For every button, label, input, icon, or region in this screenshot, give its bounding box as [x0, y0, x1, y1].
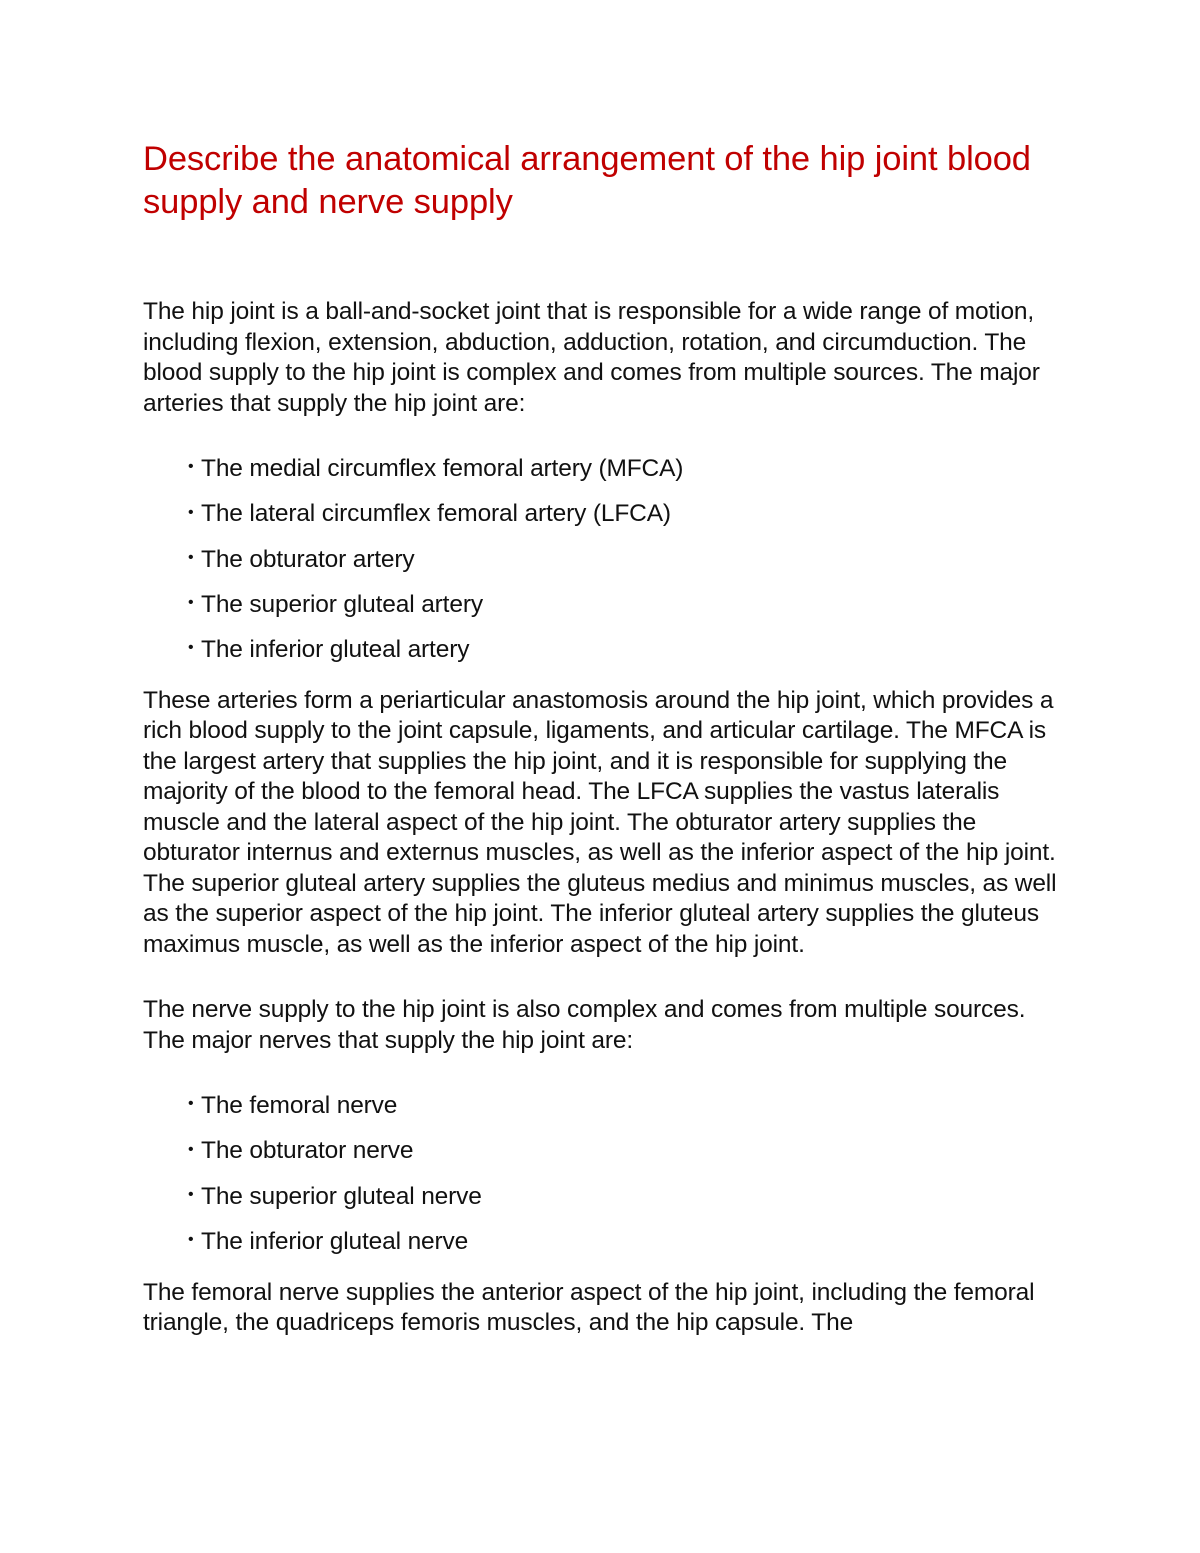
- bullet-icon: •: [188, 1140, 194, 1158]
- nerves-list: [143, 1091, 1063, 1257]
- list-item: [188, 454, 1063, 485]
- list-item: [188, 1227, 1063, 1258]
- artery-item-text: The inferior gluteal artery: [201, 636, 470, 664]
- anastomosis-paragraph: These arteries form a periarticular anastomosis around the hip joint, which provides a rich blood supply to the joint capsule, ligaments, and articular cartilage. The MFCA is the largest artery that supplies the hip joint, and it is responsible for supplying the majority of the blood to the femoral head. The LFCA supplies the vastus lateralis muscle and the lateral aspect of the hip joint. The obturator artery supplies the obturator internus and externus muscles, as well as the inferior aspect of the hip joint. The superior gluteal artery supplies the gluteus medius and minimus muscles, as well as the superior aspect of the hip joint. The inferior gluteal artery supplies the gluteus maximus muscle, as well as the inferior aspect of the hip joint.: [143, 686, 1057, 958]
- artery-item-text: The superior gluteal artery: [201, 590, 483, 618]
- list-item: [188, 635, 1063, 666]
- nerve-item-text: The femoral nerve: [201, 1092, 398, 1120]
- list-item: [188, 1182, 1063, 1213]
- bullet-icon: •: [188, 639, 194, 657]
- nerve-intro-paragraph: The nerve supply to the hip joint is also complex and comes from multiple sources. The major nerves that supply the hip joint are:: [143, 996, 1026, 1054]
- bullet-icon: •: [188, 594, 194, 612]
- list-item: [188, 499, 1063, 530]
- nerve-item-text: The obturator nerve: [201, 1137, 414, 1165]
- list-item: [188, 1136, 1063, 1167]
- nerve-item-text: The inferior gluteal nerve: [201, 1228, 469, 1256]
- list-item: [188, 1091, 1063, 1122]
- arteries-list: [143, 454, 1063, 666]
- nerve-item-text: The superior gluteal nerve: [201, 1182, 482, 1210]
- intro-paragraph: The hip joint is a ball-and-socket joint that is responsible for a wide range of motion, including flexion, extension, abduction, adduction, rotation, and circumduction. The blood supply to the hip joint is complex and comes from multiple sources. The major arteries that supply the hip joint are:: [143, 298, 1040, 417]
- artery-item-text: The medial circumflex femoral artery (MFCA): [201, 455, 684, 482]
- artery-item-text: The lateral circumflex femoral artery (LFCA): [201, 500, 671, 528]
- list-item: [188, 590, 1063, 621]
- bullet-icon: •: [188, 1095, 194, 1113]
- list-item: [188, 545, 1063, 576]
- bullet-icon: •: [188, 1186, 194, 1204]
- document-content: [143, 138, 1063, 1339]
- document-title: Describe the anatomical arrangement of the hip joint blood supply and nerve supply: [143, 140, 1031, 221]
- bullet-icon: •: [188, 548, 194, 566]
- bullet-icon: •: [188, 458, 194, 476]
- bullet-icon: •: [188, 1231, 194, 1249]
- artery-item-text: The obturator artery: [201, 545, 415, 573]
- bullet-icon: •: [188, 503, 194, 521]
- femoral-nerve-paragraph: The femoral nerve supplies the anterior aspect of the hip joint, including the femoral triangle, the quadriceps femoris muscles, and the hip capsule. The: [143, 1278, 1035, 1337]
